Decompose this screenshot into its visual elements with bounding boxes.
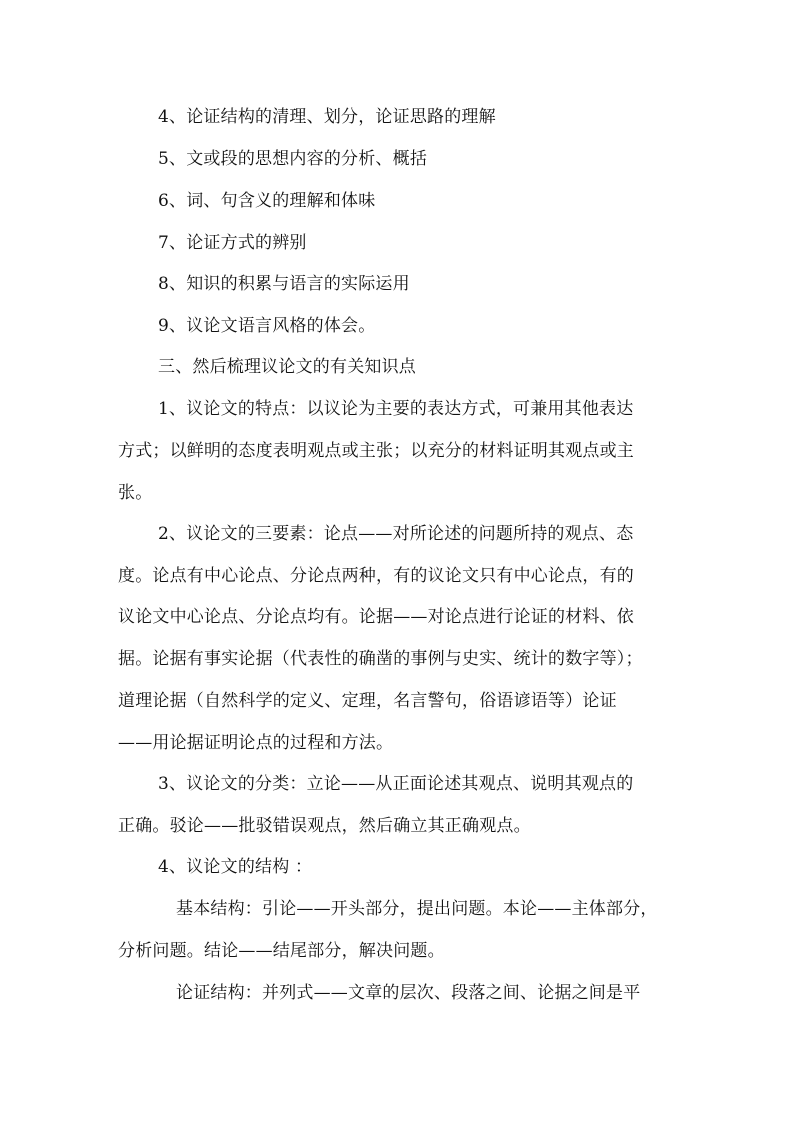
text-line-7: 三、然后梳理议论文的有关知识点 [158,357,416,377]
text-line-16: ——用论据证明论点的过程和方法。 [118,733,394,753]
text-line-13: 议论文中心论点、分论点均有。论据——对论点进行论证的材料、依 [118,607,634,627]
text-line-15: 道理论据（自然科学的定义、定理，名言警句，俗语谚语等）论证 [118,691,617,711]
text-line-9: 方式；以鲜明的态度表明观点或主张；以充分的材料证明其观点或主 [118,441,634,461]
text-line-21: 分析问题。结论——结尾部分，解决问题。 [118,941,445,961]
text-line-3: 6、词、句含义的理解和体味 [158,191,376,211]
text-line-6: 9、议论文语言风格的体会。 [158,316,376,336]
text-line-1: 4、论证结构的清理、划分，论证思路的理解 [158,107,496,127]
text-line-5: 8、知识的积累与语言的实际运用 [158,274,410,294]
text-line-12: 度。论点有中心论点、分论点两种，有的议论文只有中心论点，有的 [118,566,634,586]
text-line-4: 7、论证方式的辨别 [158,233,307,253]
text-line-19: 4、议论文的结构 ： [158,857,313,877]
text-line-14: 据。论据有事实论据（代表性的确凿的事例与史实、统计的数字等）； [118,649,643,669]
text-line-11: 2、议论文的三要素：论点——对所论述的问题所持的观点、态 [158,524,634,544]
text-line-17: 3、议论文的分类：立论——从正面论述其观点、说明其观点的 [158,774,634,794]
text-line-18: 正确。驳论——批驳错误观点，然后确立其正确观点。 [118,816,531,836]
text-line-8: 1、议论文的特点：以议论为主要的表达方式，可兼用其他表达 [158,399,634,419]
text-line-20: 基本结构：引论——开头部分，提出问题。本论——主体部分， [176,899,658,919]
text-line-2: 5、文或段的思想内容的分析、概括 [158,149,428,169]
text-line-10: 张。 [118,483,153,503]
text-line-22: 论证结构：并列式——文章的层次、段落之间、论据之间是平 [176,983,641,1003]
